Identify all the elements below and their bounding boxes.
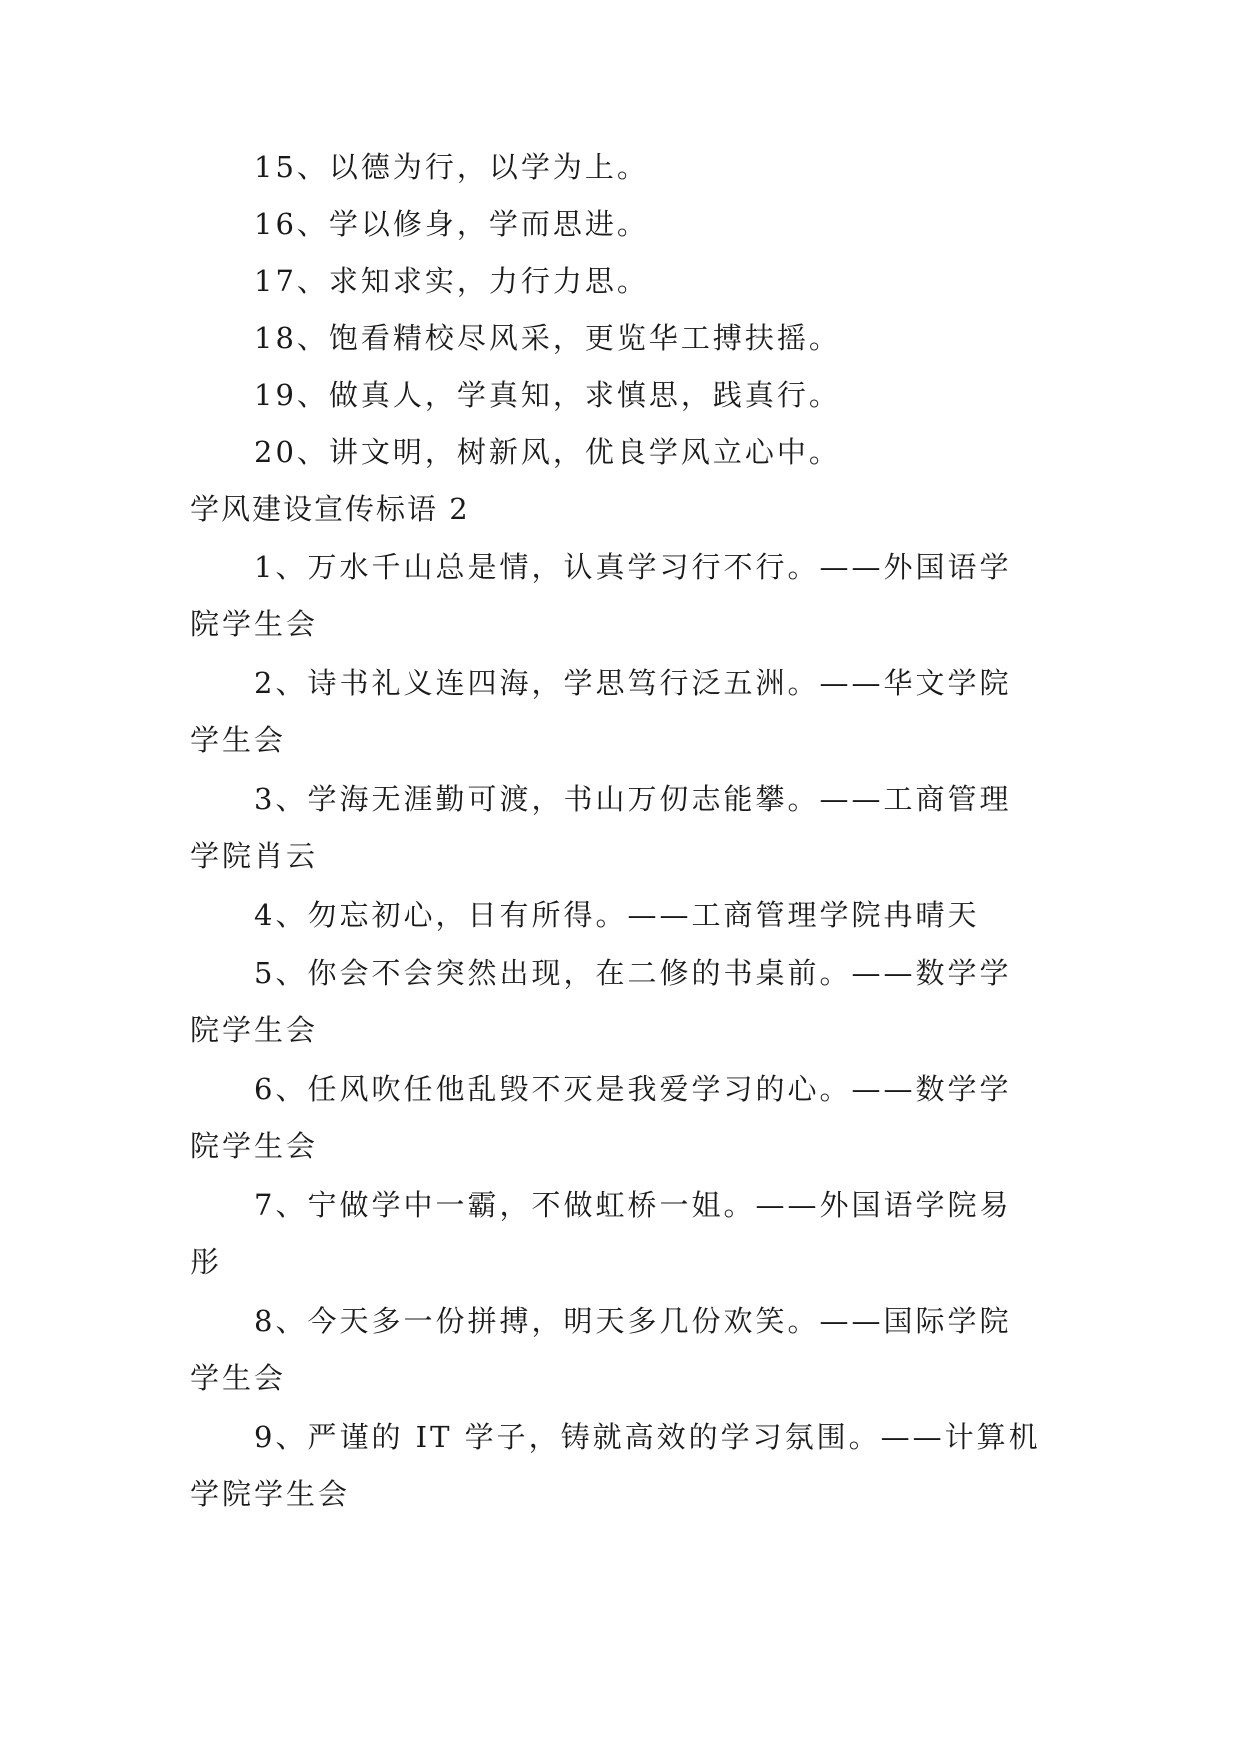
list-item-continuation: 院学生会 bbox=[190, 1129, 319, 1163]
list-item-continuation: 院学生会 bbox=[190, 607, 319, 641]
section-title: 学风建设宣传标语 2 bbox=[190, 492, 470, 526]
list-item-continuation: 学生会 bbox=[190, 723, 287, 757]
list-item: 8、今天多一份拼搏，明天多几份欢笑。——国际学院 bbox=[254, 1304, 1012, 1338]
list-item: 2、诗书礼义连四海，学思笃行泛五洲。——华文学院 bbox=[254, 666, 1012, 700]
list-item-continuation: 彤 bbox=[190, 1245, 223, 1279]
list-item: 16、学以修身，学而思进。 bbox=[254, 207, 649, 241]
list-item: 18、饱看精校尽风采，更览华工搏扶摇。 bbox=[254, 321, 841, 355]
list-item: 19、做真人，学真知，求慎思，践真行。 bbox=[254, 378, 841, 412]
list-item: 7、宁做学中一霸，不做虹桥一姐。——外国语学院易 bbox=[254, 1188, 1012, 1222]
list-item-continuation: 院学生会 bbox=[190, 1013, 319, 1047]
list-item-continuation: 学院学生会 bbox=[190, 1477, 351, 1511]
list-item: 3、学海无涯勤可渡，书山万仞志能攀。——工商管理 bbox=[254, 782, 1012, 816]
list-item: 20、讲文明，树新风，优良学风立心中。 bbox=[254, 435, 841, 469]
list-item: 9、严谨的 IT 学子，铸就高效的学习氛围。——计算机 bbox=[254, 1420, 1041, 1454]
list-item-continuation: 学生会 bbox=[190, 1361, 287, 1395]
list-item: 17、求知求实，力行力思。 bbox=[254, 264, 649, 298]
list-item: 6、任风吹任他乱毁不灭是我爱学习的心。——数学学 bbox=[254, 1072, 1012, 1106]
list-item: 4、勿忘初心，日有所得。——工商管理学院冉晴天 bbox=[254, 898, 980, 932]
list-item: 1、万水千山总是情，认真学习行不行。——外国语学 bbox=[254, 550, 1012, 584]
list-item-continuation: 学院肖云 bbox=[190, 839, 319, 873]
list-item: 5、你会不会突然出现，在二修的书桌前。——数学学 bbox=[254, 956, 1012, 990]
list-item: 15、以德为行，以学为上。 bbox=[254, 150, 649, 184]
